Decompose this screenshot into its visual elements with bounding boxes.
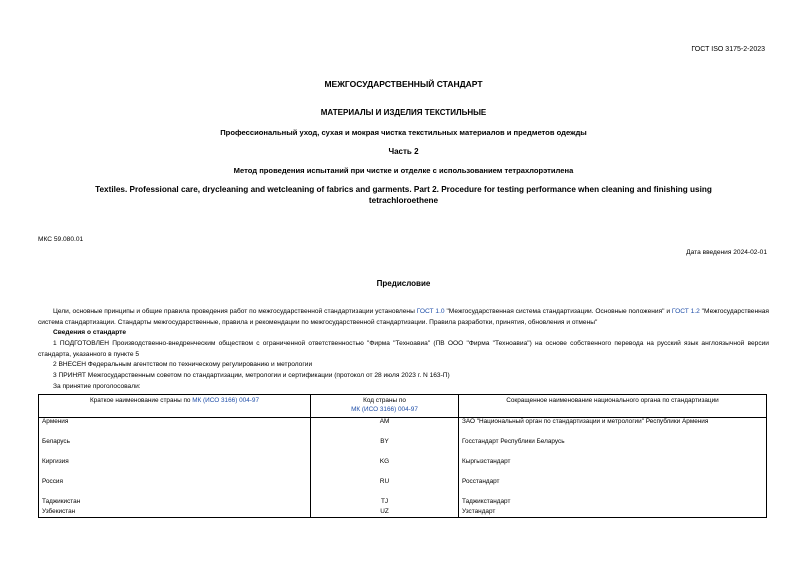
countries-table xyxy=(38,394,767,518)
standard-type-title: МЕЖГОСУДАРСТВЕННЫЙ СТАНДАРТ xyxy=(324,79,483,89)
mk-iso-link[interactable]: МК (ИСО 3166) 004-97 xyxy=(192,397,260,404)
table-row xyxy=(39,478,767,498)
method-title: Метод проведения испытаний при чистке и отделке с использованием тетрахлорэтилена xyxy=(233,166,574,175)
item-3-adopted: 3 ПРИНЯТ Межгосударственным советом по стандартизации, метрологии и сертификации (протокол от 28 июля 2023 г. N 163-П) xyxy=(53,372,450,379)
table-row xyxy=(39,458,767,478)
part-number: Часть 2 xyxy=(388,147,419,156)
paragraph-text: Цели, основные принципы и общие правила проведения работ по межгосударственной стандартизации установлены xyxy=(53,308,417,315)
standard-subtitle: Профессиональный уход, сухая и мокрая чистка текстильных материалов и предметов одежды xyxy=(220,128,587,137)
about-standard-heading: Сведения о стандарте xyxy=(53,329,127,336)
code-cell: BY xyxy=(311,438,459,458)
header-code xyxy=(311,395,459,418)
body-cell: Росстандарт xyxy=(459,478,767,498)
code-cell: TJ xyxy=(311,498,459,508)
country-cell: Армения xyxy=(39,418,311,438)
code-cell: AM xyxy=(311,418,459,438)
english-title: Textiles. Professional care, drycleaning and wetcleaning of fabrics and garments. Part 2. Procedure for testing performance when cleaning and finishing using tetrachloroethene xyxy=(95,185,712,205)
body-cell: Таджикстандарт xyxy=(459,498,767,508)
table-header-row xyxy=(39,395,767,418)
code-cell: RU xyxy=(311,478,459,498)
code-cell: UZ xyxy=(311,508,459,518)
table-row xyxy=(39,438,767,458)
header-country xyxy=(39,395,311,418)
country-cell: Киргизия xyxy=(39,458,311,478)
body-cell: ЗАО "Национальный орган по стандартизации и метрологии" Республики Армения xyxy=(459,418,767,438)
country-cell: Узбекистан xyxy=(39,508,311,518)
body-cell: Госстандарт Республики Беларусь xyxy=(459,438,767,458)
gost-1-2-link[interactable]: ГОСТ 1.2 xyxy=(671,308,700,315)
preface-heading: Предисловие xyxy=(376,279,431,288)
introduction-date: Дата введения 2024-02-01 xyxy=(686,249,767,256)
gost-1-0-link[interactable]: ГОСТ 1.0 xyxy=(416,308,445,315)
header-text: Код страны по xyxy=(363,397,406,404)
item-1-prepared: 1 ПОДГОТОВЛЕН Производственно-внедренческим обществом с ограниченной ответственностью "Фирма "Техноавиа" (ПВ ООО "Фирма "Техноавиа") на основе собственного перевода на русский язык англоязычной версии стандарта, указанного в пункте 5 xyxy=(38,340,769,358)
code-cell: KG xyxy=(311,458,459,478)
body-cell: Узстандарт xyxy=(459,508,767,518)
table-row xyxy=(39,418,767,438)
mks-code: МКС 59.080.01 xyxy=(38,236,84,243)
table-row xyxy=(39,498,767,508)
body-cell: Кыргызстандарт xyxy=(459,458,767,478)
paragraph-text: "Межгосударственная система стандартизации. Основные положения" и xyxy=(444,308,672,315)
item-2-submitted: 2 ВНЕСЕН Федеральным агентством по техническому регулированию и метрологии xyxy=(53,361,313,368)
paragraph-text: "Межгосударственная система стандартизации. Стандарты межгосударственные, правила и рекомендации по межгосударственной стандартизации. Правила разработки, принятия, обновления и отмены" xyxy=(38,308,769,326)
country-cell: Таджикистан xyxy=(39,498,311,508)
mk-iso-link[interactable]: МК (ИСО 3166) 004-97 xyxy=(351,406,418,413)
standard-main-title: МАТЕРИАЛЫ И ИЗДЕЛИЯ ТЕКСТИЛЬНЫЕ xyxy=(320,108,487,117)
document-code: ГОСТ ISO 3175-2-2023 xyxy=(691,46,765,53)
voted-label: За принятие проголосовали: xyxy=(53,383,141,390)
header-text: Краткое наименование страны по xyxy=(89,397,193,404)
country-cell: Беларусь xyxy=(39,438,311,458)
country-cell: Россия xyxy=(39,478,311,498)
preface-paragraph xyxy=(38,307,769,328)
header-body: Сокращенное наименование национального органа по стандартизации xyxy=(459,395,767,418)
table-row xyxy=(39,508,767,518)
